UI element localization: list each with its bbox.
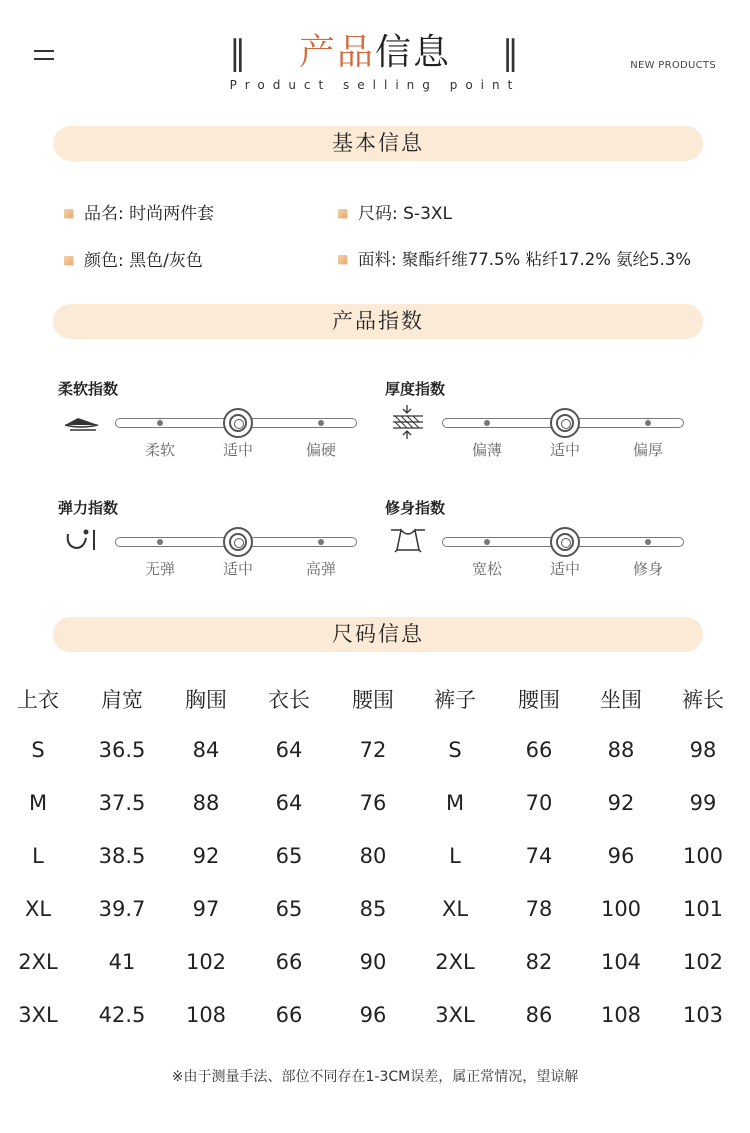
table-cell: 64 (275, 738, 303, 762)
table-cell: 92 (192, 844, 220, 868)
table-header-cell: 裤长 (682, 688, 724, 712)
info-value: 时尚两件套 (129, 204, 215, 224)
index-title: 柔软指数 (58, 380, 119, 398)
new-products-tag: NEW PRODUCTS (630, 60, 716, 71)
table-cell: 108 (185, 1003, 227, 1027)
table-cell: 65 (275, 844, 303, 868)
table-cell: 76 (359, 791, 387, 815)
table-cell: 86 (525, 1003, 553, 1027)
index-title: 厚度指数 (385, 380, 446, 398)
table-cell: 65 (275, 897, 303, 921)
info-label: 品名: (84, 204, 124, 224)
table-cell: 2XL (18, 950, 58, 974)
table-header-cell: 坐围 (600, 688, 642, 712)
table-cell: 88 (192, 791, 220, 815)
bullet-icon (338, 255, 347, 264)
table-cell: 85 (359, 897, 387, 921)
table-cell: 66 (275, 950, 303, 974)
index-stop (645, 539, 651, 545)
table-cell: M (445, 791, 465, 815)
subtitle: Product selling point (229, 78, 521, 92)
table-cell: L (32, 844, 44, 868)
info-label: 尺码: (358, 204, 398, 224)
table-cell: 96 (607, 844, 635, 868)
table-cell: 82 (525, 950, 553, 974)
table-cell: M (28, 791, 48, 815)
index-knob[interactable] (550, 408, 580, 438)
info-value: S-3XL (403, 204, 452, 224)
table-cell: XL (24, 897, 52, 921)
table-cell: 74 (525, 844, 553, 868)
table-cell: 37.5 (98, 791, 146, 815)
table-cell: 100 (682, 844, 724, 868)
title-bar-left: ‖ (229, 33, 249, 73)
index-stop (157, 420, 163, 426)
index-stop (484, 420, 490, 426)
table-cell: S (31, 738, 45, 762)
index-stop (484, 539, 490, 545)
table-cell: 84 (192, 738, 220, 762)
bullet-icon (64, 256, 73, 265)
measurement-note: ※由于测量手法、部位不同存在1-3CM误差，属正常情况，望谅解 (171, 1069, 579, 1085)
index-label: 高弹 (305, 560, 336, 578)
table-header-cell: 腰围 (352, 688, 394, 712)
table-cell: XL (441, 897, 469, 921)
index-title: 修身指数 (385, 499, 446, 517)
table-cell: 72 (359, 738, 387, 762)
section-basic-info: 基本信息 (53, 126, 703, 161)
info-label: 颜色: (84, 251, 124, 271)
index-label: 柔软 (144, 441, 175, 459)
index-label: 偏薄 (471, 441, 502, 459)
table-cell: 80 (359, 844, 387, 868)
table-cell: 97 (192, 897, 220, 921)
table-cell: 41 (108, 950, 136, 974)
table-cell: 108 (600, 1003, 642, 1027)
table-header-cell: 肩宽 (101, 688, 143, 712)
thickness-icon (387, 405, 429, 435)
info-fabric (338, 246, 691, 270)
stretch-icon (60, 524, 102, 554)
title-main: 信息 (375, 32, 452, 73)
table-cell: 2XL (435, 950, 475, 974)
index-stop (157, 539, 163, 545)
index-label: 修身 (632, 560, 663, 578)
index-label: 适中 (222, 441, 253, 459)
table-cell: 3XL (18, 1003, 58, 1027)
section-size-info: 尺码信息 (53, 617, 703, 652)
table-cell: L (449, 844, 461, 868)
info-value: 聚酯纤维77.5% 粘纤17.2% 氨纶5.3% (401, 250, 692, 269)
info-color (64, 246, 203, 271)
table-cell: 96 (359, 1003, 387, 1027)
table-cell: 102 (185, 950, 227, 974)
table-header-cell: 上衣 (17, 688, 59, 712)
info-label: 面料: (358, 250, 397, 269)
index-stop (318, 420, 324, 426)
index-stop (645, 420, 651, 426)
table-header-cell: 胸围 (185, 688, 227, 712)
index-title: 弹力指数 (58, 499, 119, 517)
index-label: 适中 (222, 560, 253, 578)
table-cell: 78 (525, 897, 553, 921)
table-cell: 103 (682, 1003, 724, 1027)
table-cell: 42.5 (98, 1003, 146, 1027)
index-label: 无弹 (144, 560, 175, 578)
info-product-name (64, 199, 214, 224)
info-value: 黑色/灰色 (129, 251, 203, 271)
table-cell: 102 (682, 950, 724, 974)
table-header-cell: 裤子 (434, 688, 476, 712)
info-size-range (338, 199, 452, 224)
feather-icon (60, 405, 102, 435)
table-cell: 64 (275, 791, 303, 815)
table-cell: 88 (607, 738, 635, 762)
index-label: 适中 (549, 441, 580, 459)
table-cell: S (448, 738, 462, 762)
bullet-icon (64, 209, 73, 218)
index-label: 适中 (549, 560, 580, 578)
table-cell: 101 (682, 897, 724, 921)
index-knob[interactable] (223, 527, 253, 557)
table-cell: 99 (689, 791, 717, 815)
index-label: 宽松 (471, 560, 502, 578)
table-cell: 90 (359, 950, 387, 974)
title-accent: 产品 (298, 32, 375, 73)
bullet-icon (338, 209, 347, 218)
index-knob[interactable] (223, 408, 253, 438)
table-cell: 39.7 (98, 897, 146, 921)
table-header-cell: 衣长 (268, 688, 310, 712)
index-label: 偏硬 (305, 441, 336, 459)
fit-icon (387, 524, 429, 554)
table-cell: 100 (600, 897, 642, 921)
table-cell: 66 (275, 1003, 303, 1027)
table-cell: 36.5 (98, 738, 146, 762)
index-stop (318, 539, 324, 545)
table-cell: 38.5 (98, 844, 146, 868)
table-cell: 104 (600, 950, 642, 974)
index-label: 偏厚 (632, 441, 663, 459)
table-cell: 98 (689, 738, 717, 762)
table-cell: 70 (525, 791, 553, 815)
index-knob[interactable] (550, 527, 580, 557)
title-bar-right: ‖ (501, 33, 521, 73)
section-product-index: 产品指数 (53, 304, 703, 339)
table-cell: 92 (607, 791, 635, 815)
table-cell: 3XL (435, 1003, 475, 1027)
table-header-cell: 腰围 (518, 688, 560, 712)
table-cell: 66 (525, 738, 553, 762)
